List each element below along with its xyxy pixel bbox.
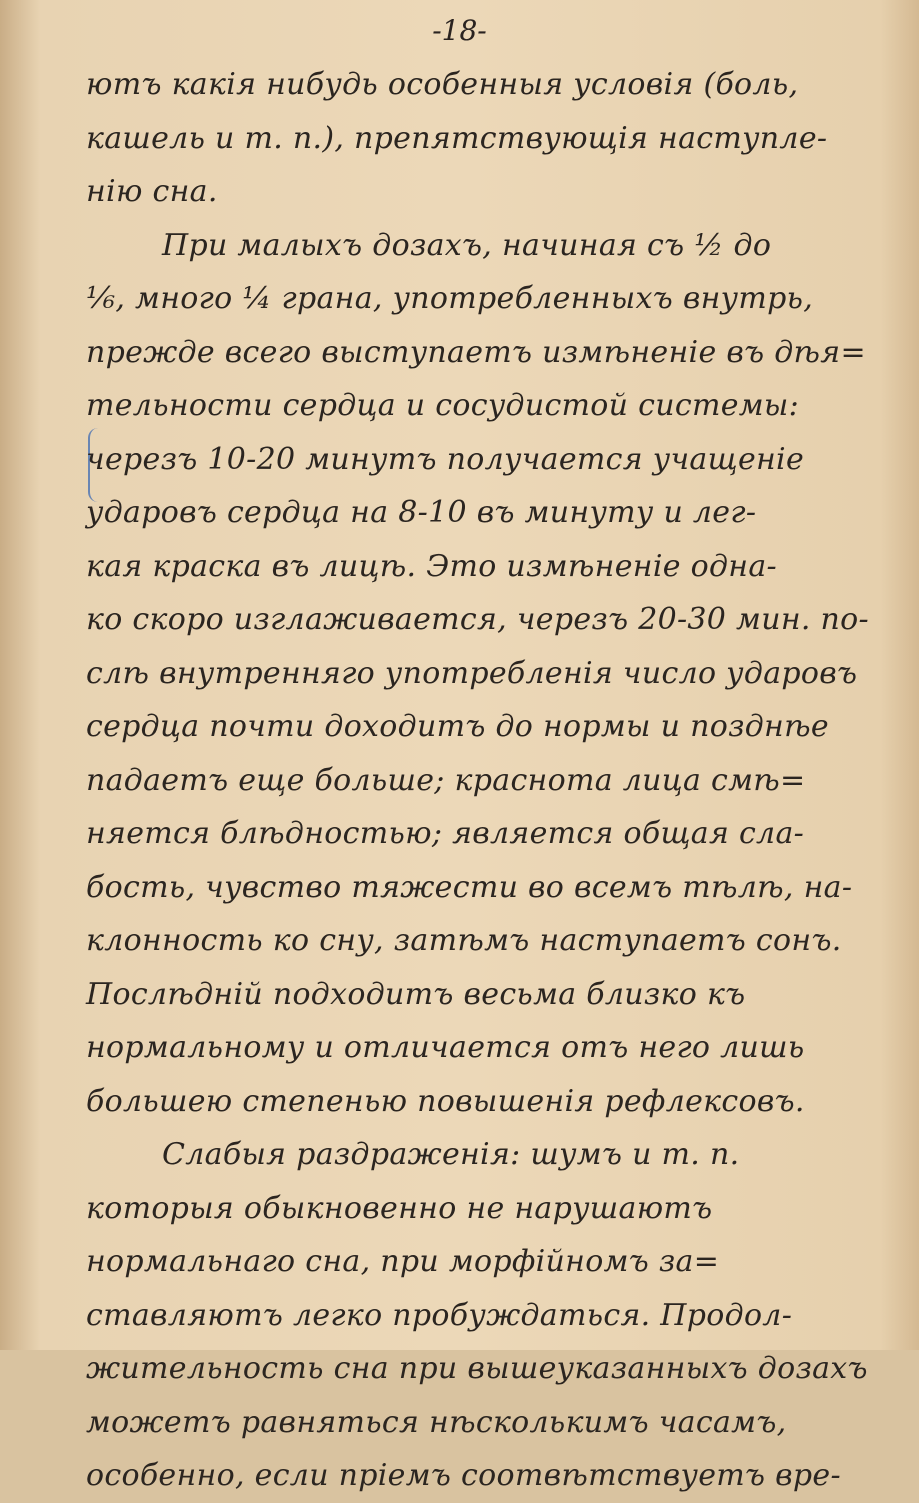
text-line: жительность сна при вышеуказанныхъ дозахъ xyxy=(86,1351,868,1386)
text-line: бость, чувство тяжести во всемъ тѣлѣ, на- xyxy=(86,869,853,905)
text-line: нію сна. xyxy=(86,174,218,209)
handwritten-text-block xyxy=(86,58,869,1503)
text-line: кашель и т. п.), препятствующія наступле- xyxy=(86,120,828,156)
text-line: сердца почти доходитъ до нормы и позднѣе xyxy=(86,709,829,744)
text-line: кая краска въ лицѣ. Это измѣненіе одна- xyxy=(86,548,777,584)
text-line: нормальному и отличается отъ него лишь xyxy=(86,1030,805,1065)
text-line: слѣ внутренняго употребленія число ударовъ xyxy=(86,655,858,691)
text-line: ставляютъ легко пробуждаться. Продол- xyxy=(86,1297,793,1333)
text-line: можетъ равняться нѣсколькимъ часамъ, xyxy=(86,1404,787,1440)
page-number: -18- xyxy=(432,14,487,47)
text-line: ютъ какія нибудь особенныя условія (боль, xyxy=(86,67,799,102)
text-line: При малыхъ дозахъ, начиная съ ½ до xyxy=(162,227,772,263)
text-line: ⅙, много ¼ грана, употребленныхъ внутрь, xyxy=(86,281,814,316)
text-line: большею степенью повышенія рефлексовъ. xyxy=(86,1083,805,1119)
text-line: падаетъ еще больше; краснота лица смѣ= xyxy=(86,762,806,798)
text-line: Послѣдній подходитъ весьма близко къ xyxy=(86,976,746,1012)
text-line: клонность ко сну, затѣмъ наступаетъ сонъ. xyxy=(86,923,842,958)
text-line: ударовъ сердца на 8-10 въ минуту и лег- xyxy=(86,495,757,530)
text-line: нормальнаго сна, при морфійномъ за= xyxy=(86,1244,720,1279)
text-line: прежде всего выступаетъ измѣненіе въ дѣя= xyxy=(86,334,866,370)
text-line: которыя обыкновенно не нарушаютъ xyxy=(86,1190,713,1226)
text-line: ко скоро изглаживается, черезъ 20-30 мин. по- xyxy=(86,602,869,637)
text-line: особенно, если пріемъ соотвѣтствуетъ вре- xyxy=(86,1458,841,1493)
text-line: няется блѣдностью; является общая сла- xyxy=(86,816,805,851)
text-line: Слабыя раздраженія: шумъ и т. п. xyxy=(162,1137,740,1172)
text-line: тельности сердца и сосудистой системы: xyxy=(86,388,800,423)
text-line: черезъ 10-20 минутъ получается учащеніе xyxy=(86,441,805,477)
